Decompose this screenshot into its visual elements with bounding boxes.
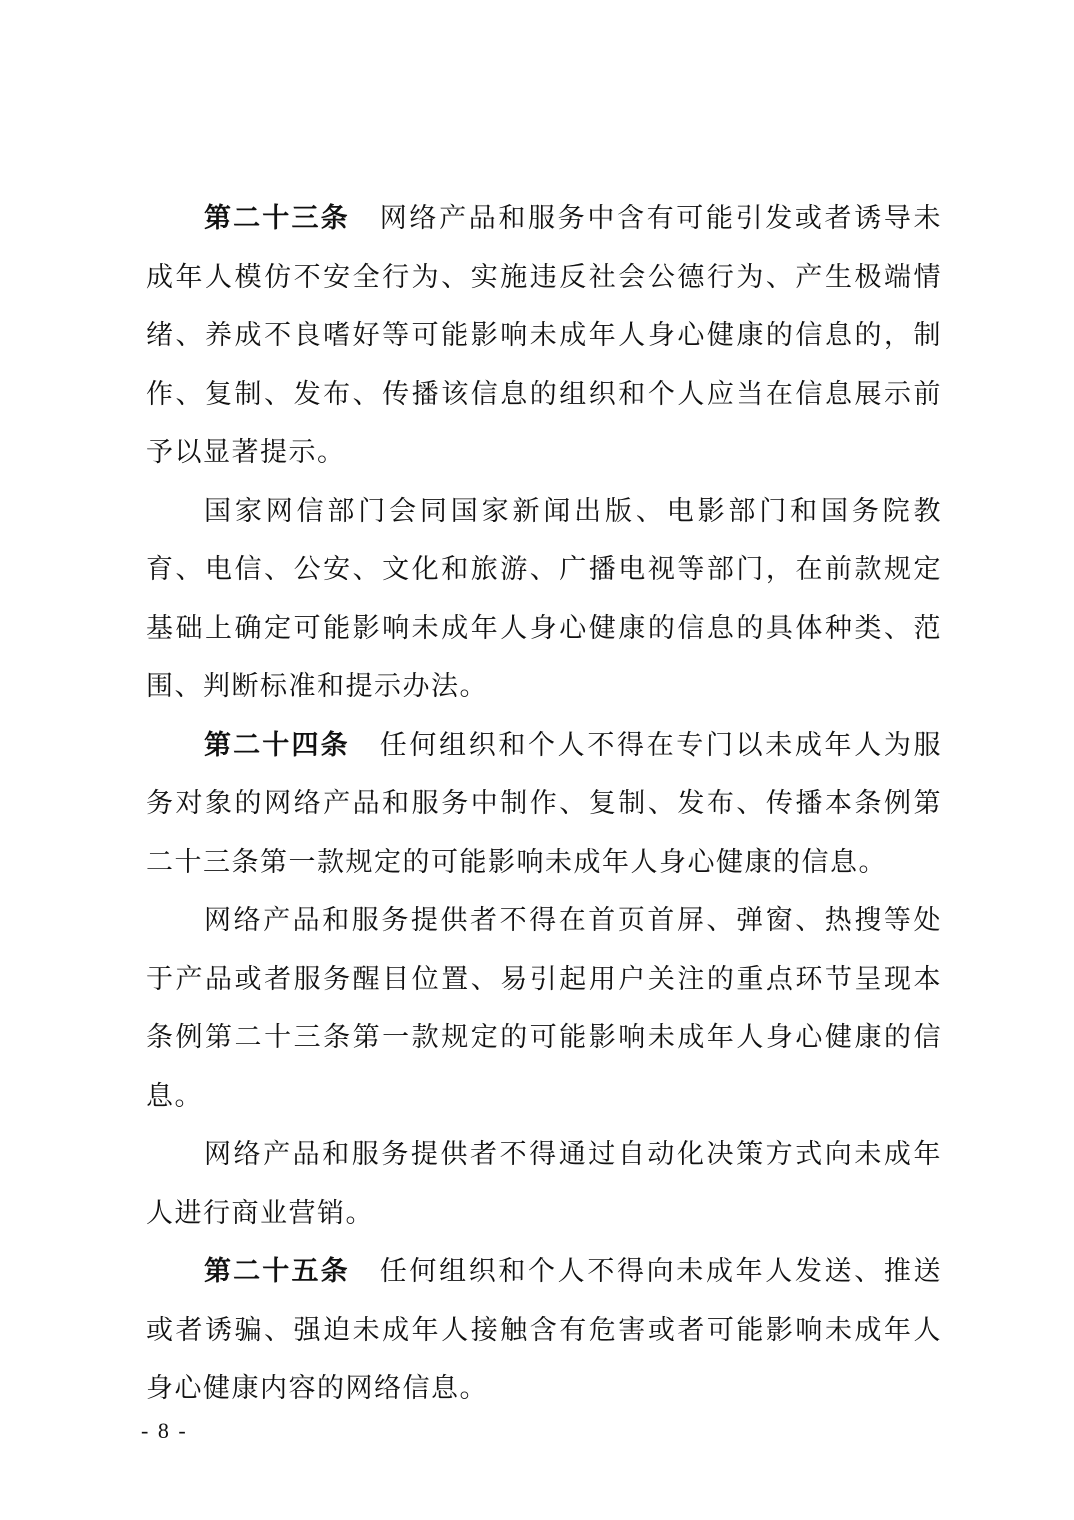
article-23-paragraph-2 [146, 483, 942, 717]
article-24-number: 第二十四条 [204, 729, 350, 761]
article-25-paragraph-1 [146, 1243, 942, 1419]
article-24-paragraph-1 [146, 717, 942, 893]
article-24-paragraph-2 [146, 892, 942, 1126]
article-23-text-1: 网络产品和服务中含有可能引发或者诱导未成年人模仿不安全行为、实施违反社会公德行为、产生极端情绪、养成不良嗜好等可能影响未成年人身心健康的信息的，制作、复制、发布、传播该信息的组织和个人应当在信息展示前予以显著提示。 [146, 203, 943, 468]
article-24-paragraph-3 [146, 1126, 942, 1243]
article-23-number: 第二十三条 [204, 203, 350, 234]
page-number: - 8 - [141, 1418, 188, 1443]
article-23-paragraph-1 [146, 190, 942, 483]
article-24-text-1: 任何组织和个人不得在专门以未成年人为服务对象的网络产品和服务中制作、复制、发布、传播本条例第二十三条第一款规定的可能影响未成年人身心健康的信息。 [146, 729, 943, 878]
article-25-text-1: 任何组织和个人不得向未成年人发送、推送或者诱骗、强迫未成年人接触含有危害或者可能影响未成年人身心健康内容的网络信息。 [146, 1256, 943, 1404]
document-body [146, 190, 942, 1419]
article-24-text-3: 网络产品和服务提供者不得通过自动化决策方式向未成年人进行商业营销。 [146, 1139, 942, 1229]
article-24-text-2: 网络产品和服务提供者不得在首页首屏、弹窗、热搜等处于产品或者服务醒目位置、易引起用户关注的重点环节呈现本条例第二十三条第一款规定的可能影响未成年人身心健康的信息。 [146, 905, 942, 1112]
article-25-number: 第二十五条 [204, 1256, 350, 1287]
article-23-text-2: 国家网信部门会同国家新闻出版、电影部门和国务院教育、电信、公安、文化和旅游、广播电视等部门，在前款规定基础上确定可能影响未成年人身心健康的信息的具体种类、范围、判断标准和提示办法。 [146, 495, 942, 702]
